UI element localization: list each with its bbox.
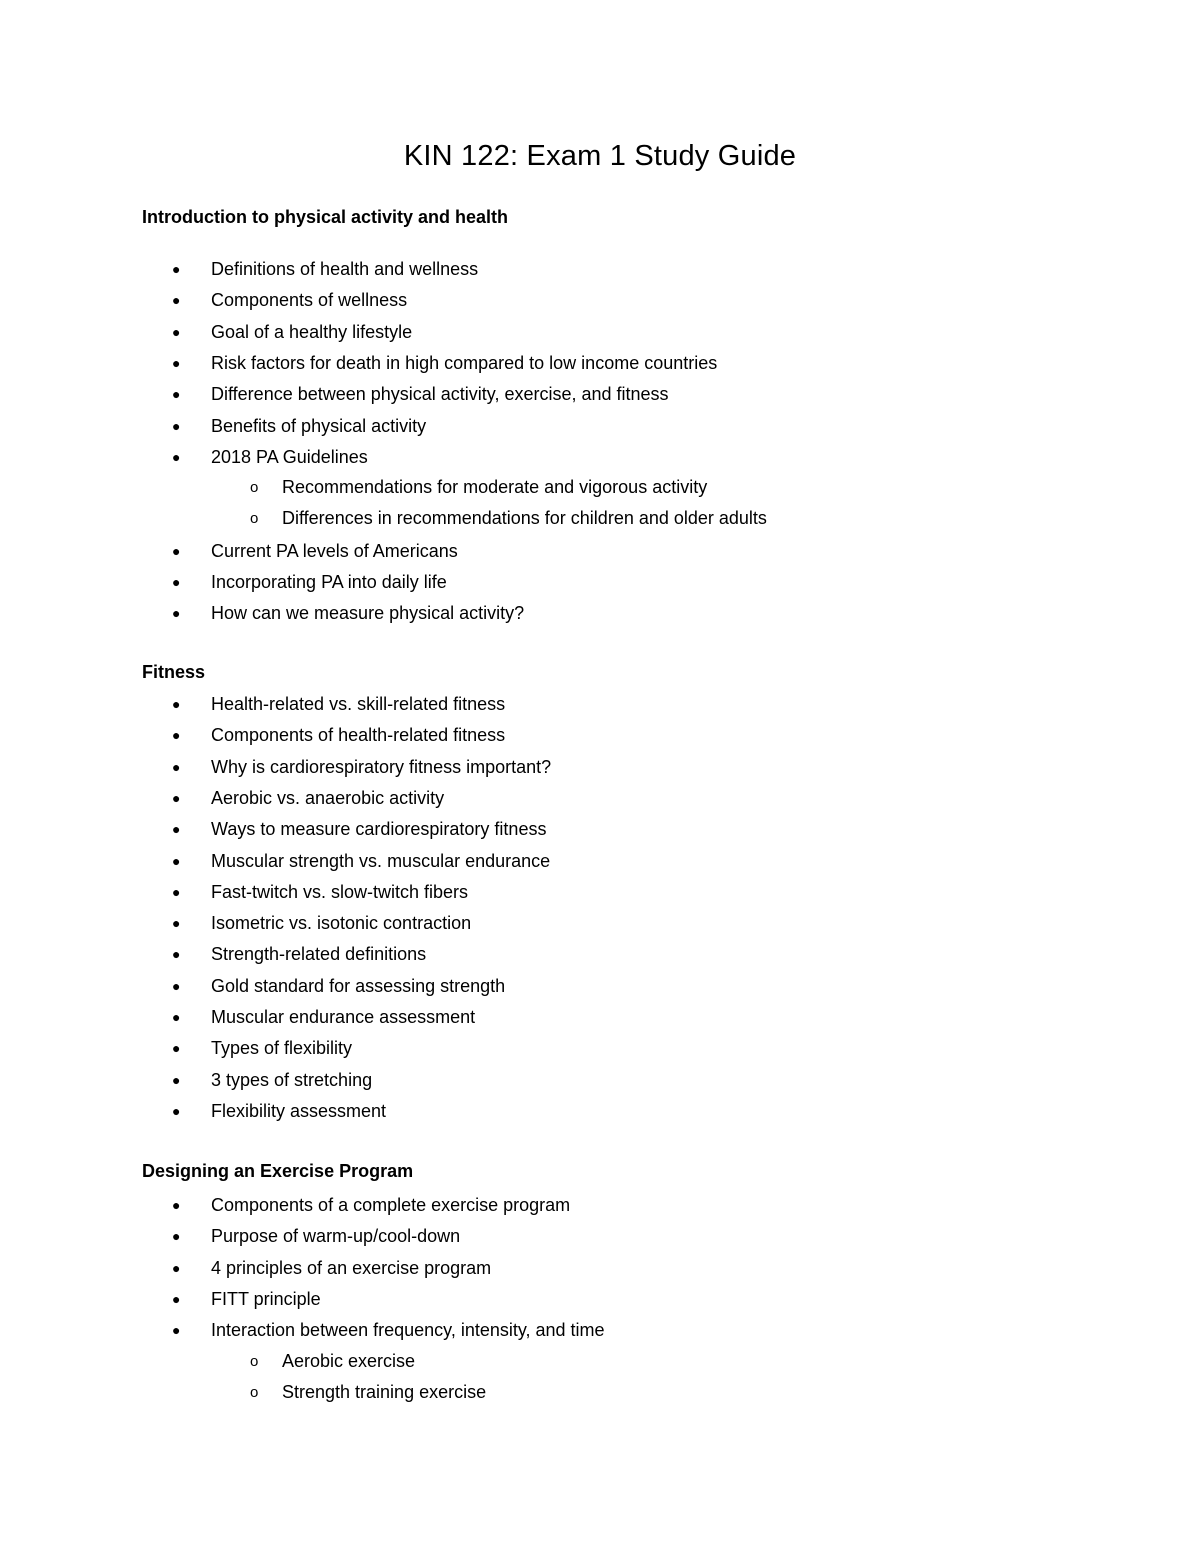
list-item-text: Flexibility assessment — [211, 1100, 387, 1121]
bullet-icon: ● — [172, 696, 181, 712]
list-item-text: Definitions of health and wellness — [211, 259, 479, 279]
sub-list-item-text: Differences in recommendations for children and older adults — [282, 508, 767, 529]
sub-list-item-text: Strength training exercise — [282, 1381, 487, 1402]
list-item-text: Components of wellness — [211, 290, 408, 311]
list-item-text: 4 principles of an exercise program — [211, 1257, 492, 1278]
bullet-icon: ● — [172, 261, 181, 277]
bullet-icon: ● — [172, 915, 181, 932]
bullet-icon: ● — [172, 1102, 181, 1119]
bullet-icon: ● — [172, 1228, 181, 1245]
sub-bullet-icon: o — [250, 1352, 259, 1370]
bullet-icon: ● — [172, 1290, 181, 1307]
bullet-icon: ● — [172, 1197, 181, 1213]
bullet-icon: ● — [172, 323, 181, 340]
list-item-text: Muscular strength vs. muscular endurance — [211, 850, 551, 871]
bullet-icon: ● — [172, 946, 181, 963]
list-item-text: Benefits of physical activity — [211, 415, 427, 436]
list-item-text: Goal of a healthy lifestyle — [211, 321, 413, 342]
list-item-text: Aerobic vs. anaerobic activity — [211, 787, 445, 808]
bullet-icon: ● — [172, 977, 181, 994]
section-heading: Designing an Exercise Program — [142, 1161, 414, 1181]
list-item-text: Incorporating PA into daily life — [211, 572, 447, 592]
list-item-text: Strength-related definitions — [211, 944, 427, 965]
sub-bullet-icon: o — [250, 479, 259, 497]
list-item-text: Risk factors for death in high compared to low income countries — [211, 352, 718, 373]
bullet-icon: ● — [172, 1040, 181, 1057]
bullet-icon: ● — [172, 1009, 181, 1025]
sub-list-item-text: Aerobic exercise — [282, 1350, 416, 1371]
list-item-text: Difference between physical activity, exercise, and fitness — [211, 384, 669, 405]
list-item-text: How can we measure physical activity? — [211, 603, 525, 624]
list-item-text: Why is cardiorespiratory fitness important? — [211, 756, 552, 777]
bullet-icon: ● — [172, 1259, 181, 1276]
list-item-text: Components of a complete exercise program — [211, 1195, 571, 1215]
bullet-icon: ● — [172, 354, 181, 371]
list-item-text: Ways to measure cardiorespiratory fitness — [211, 819, 547, 840]
bullet-icon: ● — [172, 448, 181, 465]
bullet-icon: ● — [172, 574, 181, 590]
list-item-text: Interaction between frequency, intensity, and time — [211, 1320, 605, 1341]
bullet-icon: ● — [172, 605, 181, 622]
list-item-text: FITT principle — [211, 1288, 321, 1309]
bullet-icon: ● — [172, 1322, 181, 1339]
bullet-icon: ● — [172, 727, 181, 744]
list-item-text: Gold standard for assessing strength — [211, 975, 506, 996]
bullet-icon: ● — [172, 852, 181, 869]
bullet-icon: ● — [172, 758, 181, 775]
bullet-icon: ● — [172, 386, 181, 403]
list-item-text: Components of health-related fitness — [211, 725, 506, 746]
bullet-icon: ● — [172, 1071, 181, 1088]
list-item-text: Muscular endurance assessment — [211, 1007, 476, 1027]
list-item-text: Current PA levels of Americans — [211, 540, 458, 561]
sub-bullet-icon: o — [250, 1383, 259, 1401]
list-item-text: Fast-twitch vs. slow-twitch fibers — [211, 881, 469, 902]
list-item-text: Purpose of warm-up/cool-down — [211, 1226, 461, 1247]
section-heading: Fitness — [142, 662, 206, 682]
bullet-icon: ● — [172, 883, 181, 900]
bullet-icon: ● — [172, 821, 181, 838]
sub-bullet-icon: o — [250, 510, 259, 528]
bullet-icon: ● — [172, 789, 181, 806]
list-item-text: Types of flexibility — [211, 1038, 353, 1059]
document-title: KIN 122: Exam 1 Study Guide — [403, 140, 797, 172]
list-item-text: 3 types of stretching — [211, 1069, 373, 1090]
bullet-icon: ● — [172, 292, 181, 309]
sub-list-item-text: Recommendations for moderate and vigorous activity — [282, 477, 708, 498]
list-item-text: Isometric vs. isotonic contraction — [211, 913, 472, 934]
list-item-text: 2018 PA Guidelines — [211, 446, 368, 467]
bullet-icon: ● — [172, 417, 181, 434]
list-item-text: Health-related vs. skill-related fitness — [211, 694, 506, 714]
bullet-icon: ● — [172, 542, 181, 559]
section-heading: Introduction to physical activity and health — [142, 207, 509, 227]
